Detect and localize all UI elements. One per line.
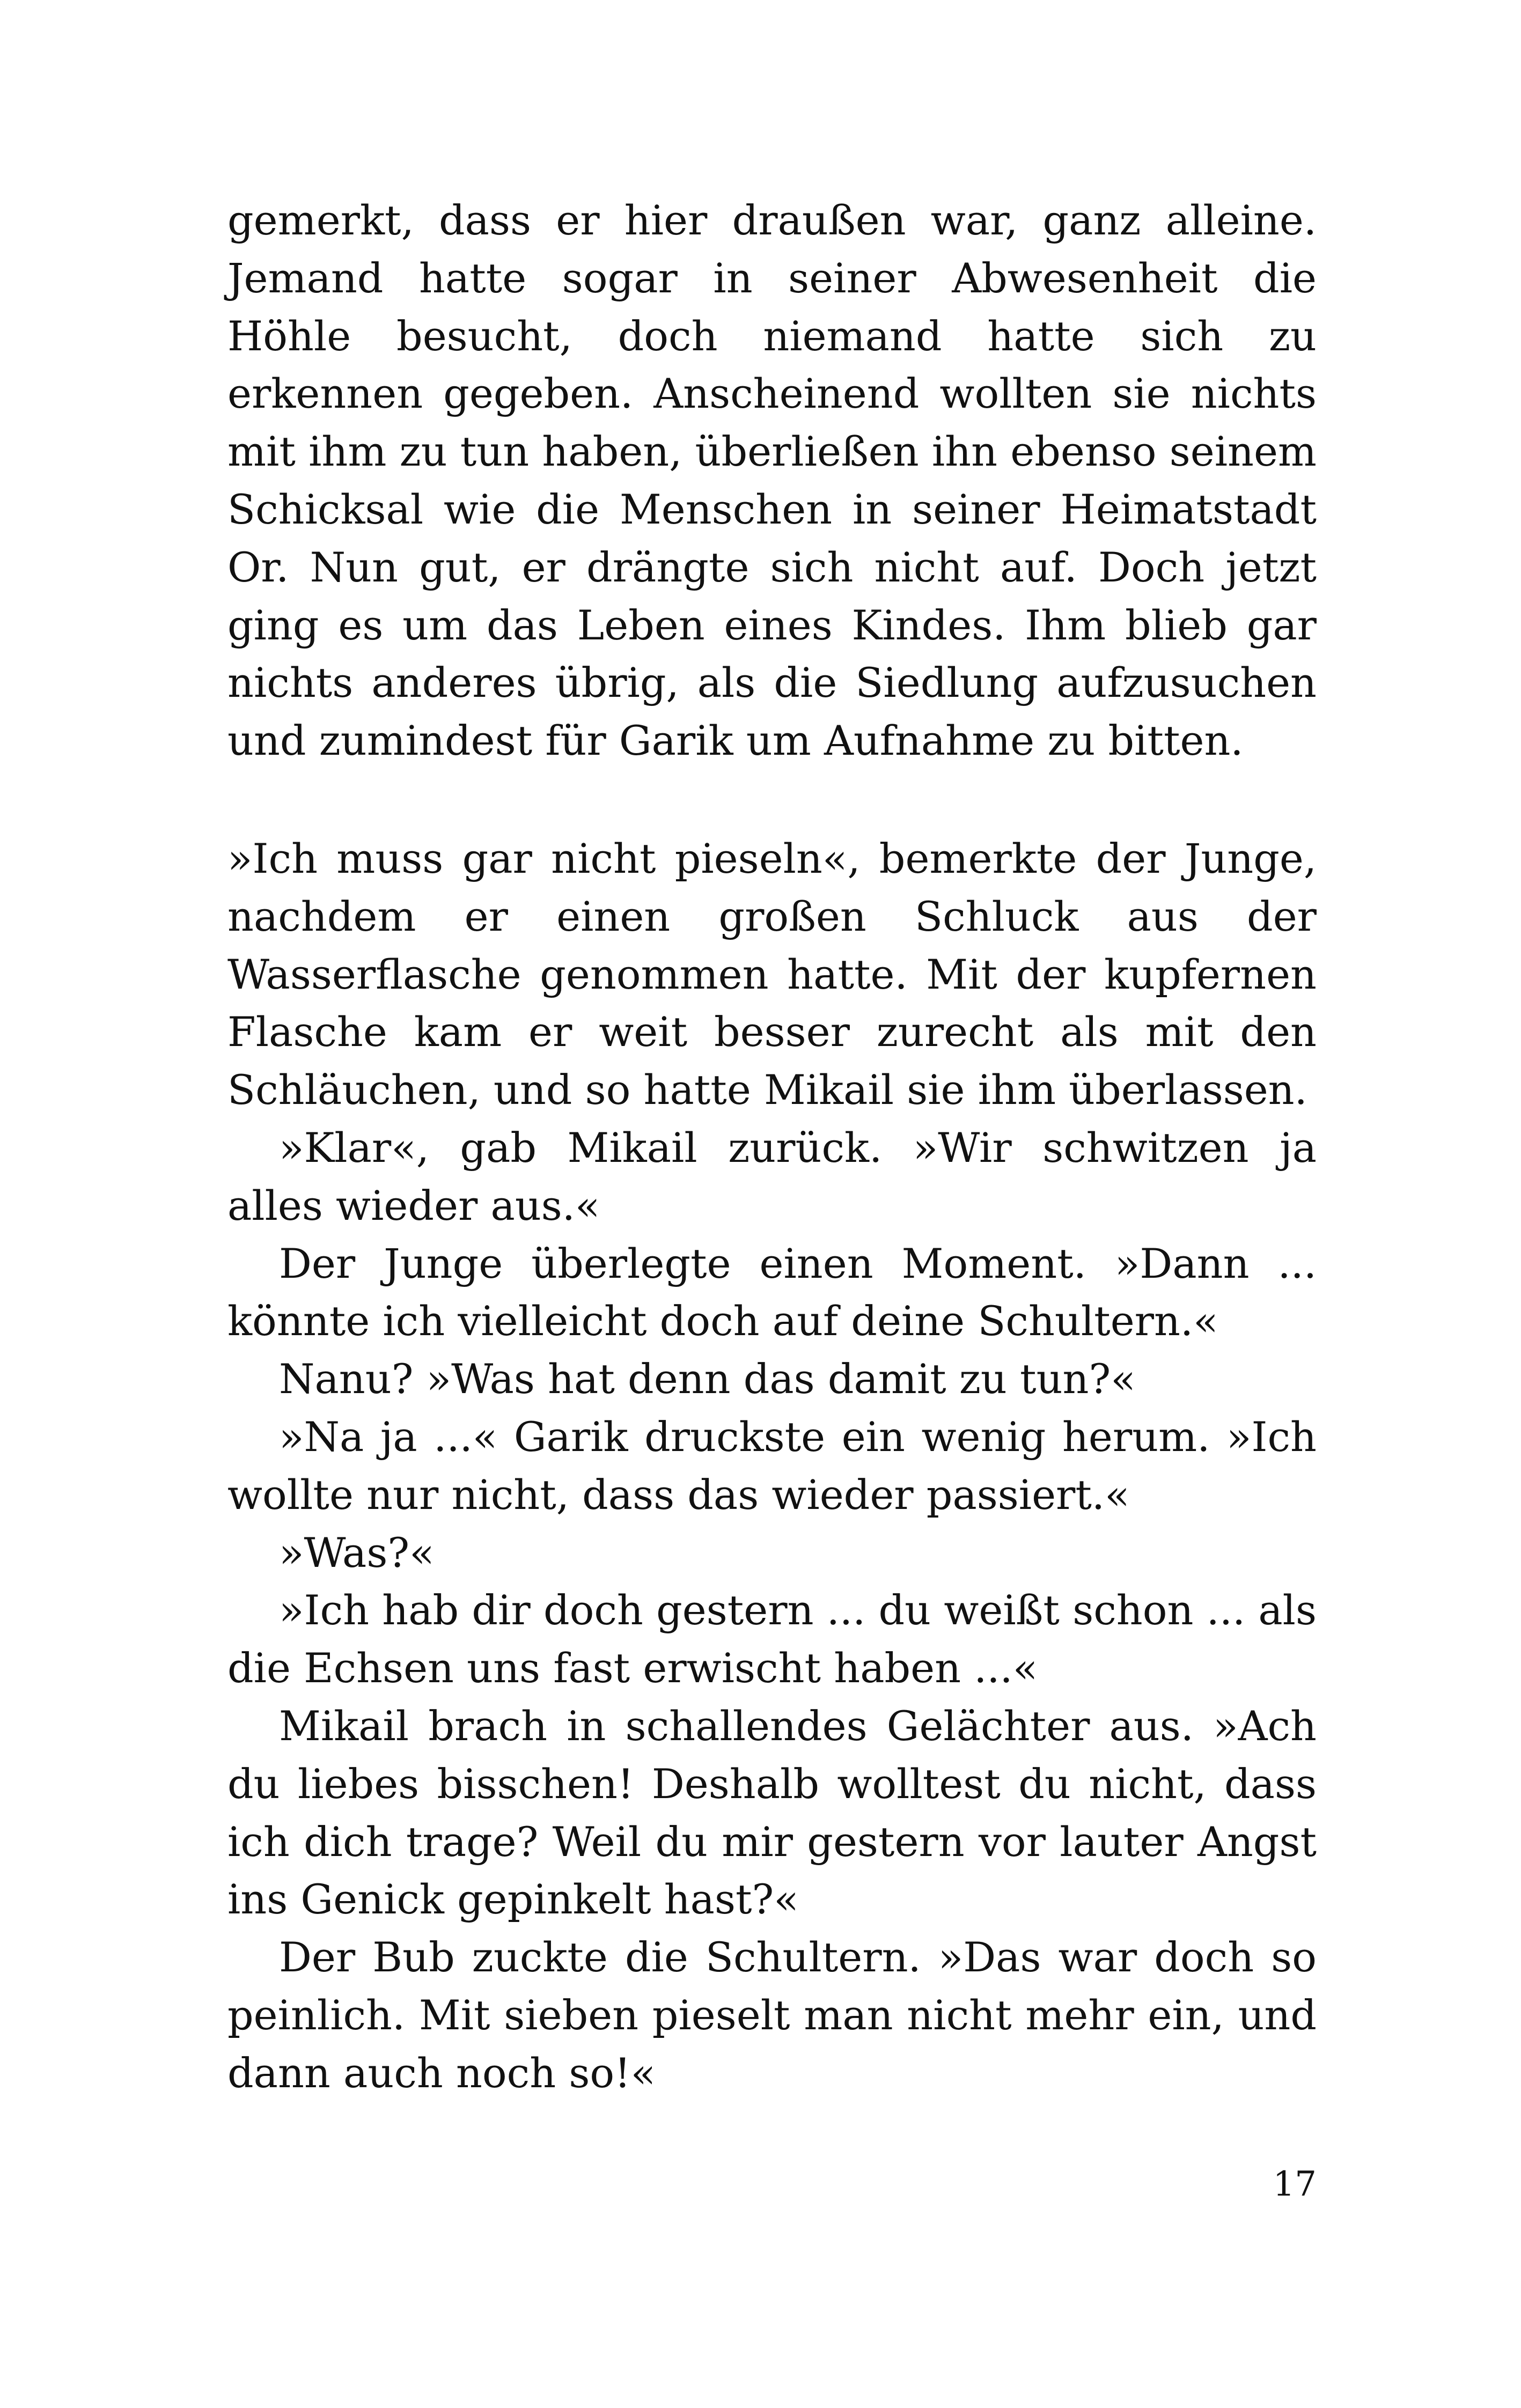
text-block-dialogue bbox=[227, 830, 1317, 2102]
paragraph: Der Bub zuckte die Schultern. »Das war doch so peinlich. Mit sieben pieselt man nicht mehr ein, und dann auch noch so!« bbox=[227, 1933, 1317, 2097]
paragraph: »Na ja ...« Garik druckste ein wenig herum. »Ich wollte nur nicht, dass das wieder passiert.« bbox=[227, 1412, 1317, 1519]
paragraph: gemerkt, dass er hier draußen war, ganz alleine. Jemand hatte sogar in seiner Abwesenheit die Höhle besucht, doch niemand hatte sich zu erkennen gegeben. Anscheinend wollten sie nichts mit ihm zu tun haben, überließen ihn ebenso seinem Schicksal wie die Menschen in seiner Heimatstadt Or. Nun gut, er drängte sich nicht auf. Doch jetzt ging es um das Leben eines Kindes. Ihm blieb gar nichts anderes übrig, als die Siedlung aufzusuchen und zumindest für Garik um Aufnahme zu bitten. bbox=[227, 196, 1317, 765]
paragraph: »Ich hab dir doch gestern ... du weißt schon ... als die Echsen uns fast erwischt haben ...« bbox=[227, 1586, 1317, 1692]
paragraph: »Klar«, gab Mikail zurück. »Wir schwitzen ja alles wieder aus.« bbox=[227, 1123, 1317, 1229]
paragraph: »Ich muss gar nicht pieseln«, bemerkte der Junge, nachdem er einen großen Schluck aus der Wasserflasche genommen hatte. Mit der kupfernen Flasche kam er weit besser zurecht als mit den Schläuchen, und so hatte Mikail sie ihm überlassen. bbox=[227, 835, 1317, 1114]
paragraph: »Was?« bbox=[279, 1528, 435, 1577]
paragraph: Nanu? »Was hat denn das damit zu tun?« bbox=[279, 1355, 1136, 1403]
paragraph: Mikail brach in schallendes Gelächter aus. »Ach du liebes bisschen! Deshalb wolltest du nicht, dass ich dich trage? Weil du mir gestern vor lauter Angst ins Genick gepinkelt hast?« bbox=[227, 1702, 1317, 1924]
page-number: 17 bbox=[1273, 2164, 1317, 2204]
paragraph: Der Junge überlegte einen Moment. »Dann ... könnte ich vielleicht doch auf deine Schultern.« bbox=[227, 1239, 1317, 1345]
text-block-top bbox=[227, 192, 1317, 770]
